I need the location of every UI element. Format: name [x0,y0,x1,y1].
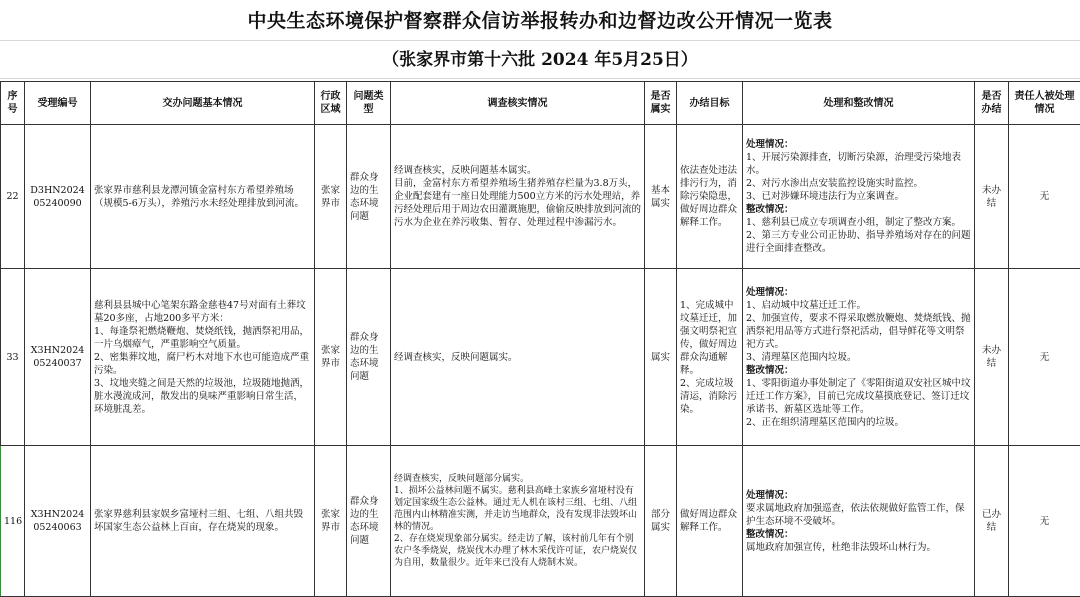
cell-verified: 基本属实 [645,125,677,269]
cell-punished: 无 [1009,125,1080,269]
rectify-text: 1、慈利县已成立专项调查小组，制定了整改方案。 2、第三方专业公司正协助、指导养殖场对存在的问题进行全面排查整改。 [746,216,971,255]
cell-region: 张家界市 [315,446,347,597]
col-header-handling: 处理和整改情况 [743,82,975,125]
cell-punished: 无 [1009,446,1080,597]
col-header-issue: 交办问题基本情况 [91,82,315,125]
cell-region: 张家界市 [315,269,347,446]
table-header-row [1,82,1080,125]
divider [0,40,1080,41]
col-header-goal: 办结目标 [677,82,743,125]
cell-handling [743,269,975,446]
col-header-no: 序号 [1,82,25,125]
report-table-container [0,81,1080,592]
col-header-punished: 责任人被处理情况 [1009,82,1080,125]
page-title: 中央生态环境保护督察群众信访举报转办和边督边改公开情况一览表 [0,4,1080,38]
rectify-text: 属地政府加强宣传，杜绝非法毁坏山林行为。 [746,541,971,554]
cell-closed: 未办结 [975,125,1009,269]
handling-text: 1、启动城中坟墓迁迁工作。 2、加强宣传，要求不得采取燃放鞭炮、焚烧纸钱、抛洒祭祀用品等方式进行祭祀活动，倡导鲜花等文明祭祀方式。 3、清理墓区范围内垃圾。 [746,299,971,364]
cell-goal: 依法查处违法排污行为，消除污染隐患，做好周边群众解释工作。 [677,125,743,269]
rectify-heading: 整改情况： [746,365,794,376]
cell-no: 22 [1,125,25,269]
report-table [0,81,1080,597]
rectify-text: 1、零阳街道办事处制定了《零阳街道双安社区城中坟迁迁工作方案》，目前已完成坟墓摸底登记、签订迁坟承诺书、新墓区选址等工作。 2、正在组织清理墓区范围内的垃圾。 [746,377,971,429]
cell-code: X3HN202405240063 [25,446,91,597]
handling-heading: 处理情况： [746,287,794,298]
cell-investigation: 经调查核实，反映问题部分属实。 1、损坏公益林问题不属实。慈利县高峰土家族乡富垭村没有划定国家级生态公益林。通过无人机在该村三组、七组、八组范围内山林精准实测，并走访当地群众，没有发现非法毁坏山林的情况。 2、存在烧炭现象部分属实。经走访了解，该村前几年有个别农户冬季烧炭，烧炭伐木办理了林木采伐许可证，农户烧炭仅为自用，数量很少。近年来已没有人烧制木炭。 [391,446,645,597]
cell-no: 116 [1,446,25,597]
col-header-type: 问题类型 [347,82,391,125]
cell-issue: 张家界市慈利县龙潭河镇金富村东方希望养殖场（规模5-6万头），养殖污水未经处理排放到河流。 [91,125,315,269]
cell-investigation: 经调查核实，反映问题属实。 [391,269,645,446]
cell-verified: 属实 [645,269,677,446]
cell-goal: 1、完成城中坟墓迁迁，加强文明祭祀宣传，做好周边群众沟通解释。 2、完成垃圾清运，消除污染。 [677,269,743,446]
cell-code: X3HN202405240037 [25,269,91,446]
cell-type: 群众身边的生态环境问题 [347,446,391,597]
handling-text: 1、开展污染源排查，切断污染源，治理受污染地表水。 2、对污水渗出点安装监控设施实时监控。 3、已对涉嫌环境违法行为立案调查。 [746,151,971,203]
cell-verified: 部分属实 [645,446,677,597]
cell-investigation: 经调查核实，反映问题基本属实。 目前，金富村东方希望养殖场生猪养殖存栏量为3.8万头，企业配套建有一座日处理能力500立方米的污水处理站，养污经处理后用于周边农田灌溉施肥，偷偷反映排放到河流的污水为企业在养污收集、暂存、处理过程中渗漏污水。 [391,125,645,269]
handling-text: 要求属地政府加强巡查，依法依规做好监管工作，保护生态环境不受破坏。 [746,502,971,528]
cell-type: 群众身边的生态环境问题 [347,269,391,446]
handling-heading: 处理情况： [746,139,794,150]
cell-handling [743,446,975,597]
cell-region: 张家界市 [315,125,347,269]
col-header-investigation: 调查核实情况 [391,82,645,125]
cell-punished: 无 [1009,269,1080,446]
handling-heading: 处理情况： [746,490,794,501]
col-header-closed: 是否办结 [975,82,1009,125]
cell-closed: 已办结 [975,446,1009,597]
table-row [1,125,1080,269]
col-header-code: 受理编号 [25,82,91,125]
divider [0,78,1080,79]
cell-issue: 慈利县县城中心笔架东路金慈巷47号对面有土葬坟墓20多座，占地200多平方米： 1、每逢祭祀燃烧鞭炮、焚烧纸钱，抛洒祭祀用品，一片乌烟瘴气，严重影响空气质量。 2、密集葬坟地，腐尸朽木对地下水也可能造成严重污染。 3、坟地夹缝之间是天然的垃圾池，垃圾随地抛洒，脏水漫流成河，散发出的臭味严重影响日常生活，环境脏乱差。 [91,269,315,446]
rectify-heading: 整改情况： [746,529,794,540]
cell-closed: 未办结 [975,269,1009,446]
col-header-verified: 是否属实 [645,82,677,125]
page-subtitle: （张家界市第十六批 2024 年5月25日） [0,44,1080,76]
col-header-region: 行政区域 [315,82,347,125]
cell-issue: 张家界慈利县家娱乡富垭村三组、七组、八组共毁坏国家生态公益林上百亩，存在烧炭的现象。 [91,446,315,597]
cell-no: 33 [1,269,25,446]
table-row [1,446,1080,597]
rectify-heading: 整改情况： [746,204,794,215]
table-row [1,269,1080,446]
cell-type: 群众身边的生态环境问题 [347,125,391,269]
cell-goal: 做好周边群众解释工作。 [677,446,743,597]
cell-handling [743,125,975,269]
cell-code: D3HN202405240090 [25,125,91,269]
